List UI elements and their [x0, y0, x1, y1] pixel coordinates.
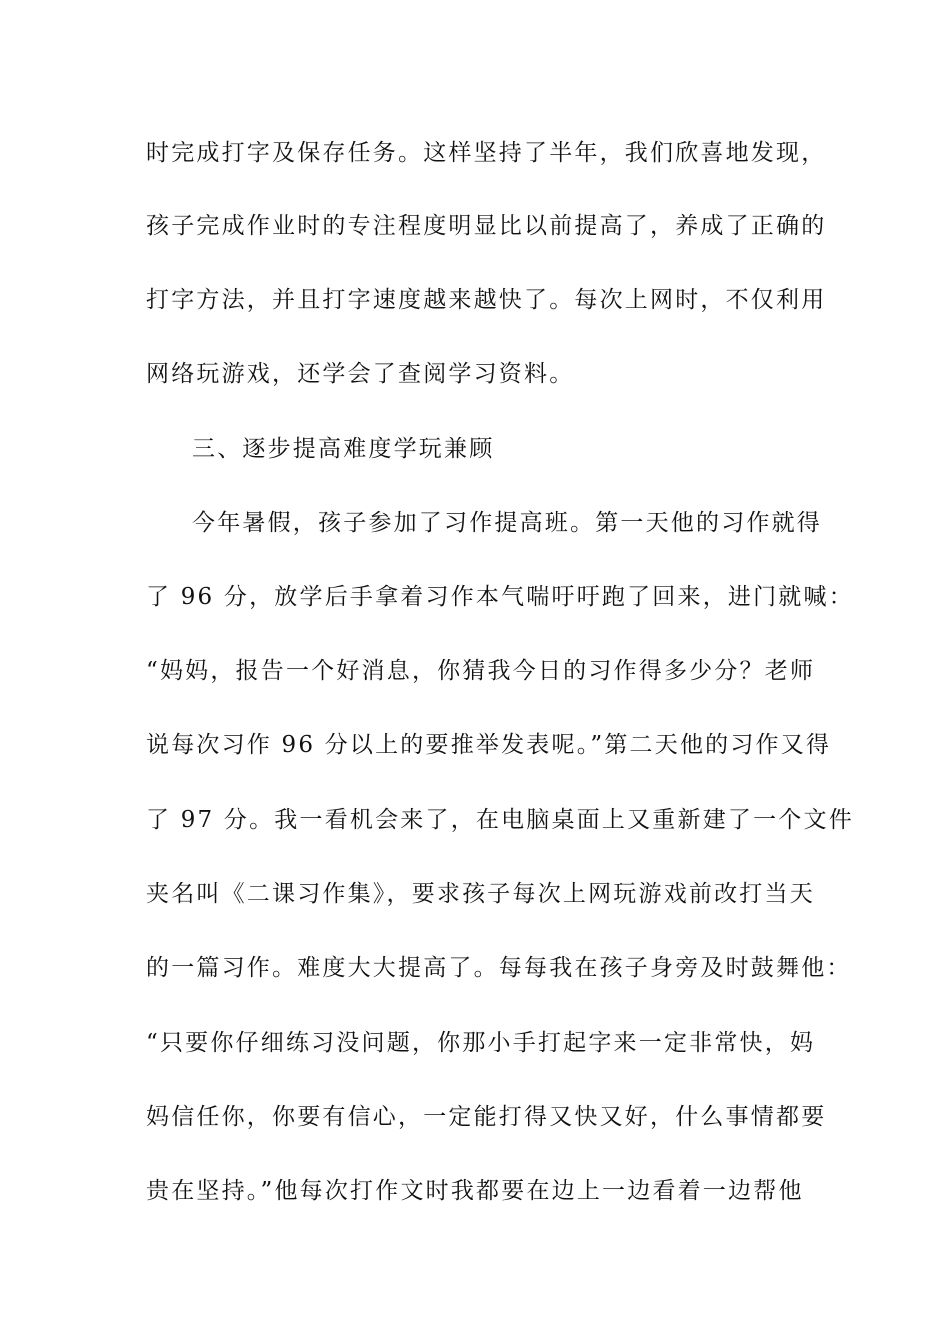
text-line: 说每次习作 96 分以上的要推举发表呢。”第二天他的习作又得	[146, 732, 832, 758]
text-line: 今年暑假，孩子参加了习作提高班。第一天他的习作就得	[192, 510, 822, 536]
text-line: 妈信任你，你要有信心，一定能打得又快又好，什么事情都要	[146, 1104, 827, 1130]
text-line: 网络玩游戏，还学会了查阅学习资料。	[146, 361, 575, 387]
text-line: 了 96 分，放学后手拿着习作本气喘吁吁跑了回来，进门就喊：	[146, 584, 854, 610]
text-line: 时完成打字及保存任务。这样坚持了半年，我们欣喜地发现，	[146, 140, 827, 166]
text-line: 孩子完成作业时的专注程度明显比以前提高了，养成了正确的	[146, 213, 827, 239]
text-line: 夹名叫《二课习作集》，要求孩子每次上网玩游戏前改打当天	[146, 881, 815, 907]
text-line: “妈妈，报告一个好消息，你猜我今日的习作得多少分？老师	[146, 658, 816, 684]
text-line: 贵在坚持。”他每次打作文时我都要在边上一边看着一边帮他	[146, 1178, 804, 1204]
text-line: 了 97 分。我一看机会来了，在电脑桌面上又重新建了一个文件	[146, 807, 854, 833]
section-heading: 三、逐步提高难度学玩兼顾	[192, 436, 495, 462]
text-line: 打字方法，并且打字速度越来越快了。每次上网时，不仅利用	[146, 287, 827, 313]
text-line: “只要你仔细练习没问题，你那小手打起字来一定非常快，妈	[146, 1030, 816, 1056]
text-line: 的一篇习作。难度大大提高了。每每我在孩子身旁及时鼓舞他：	[146, 955, 852, 981]
